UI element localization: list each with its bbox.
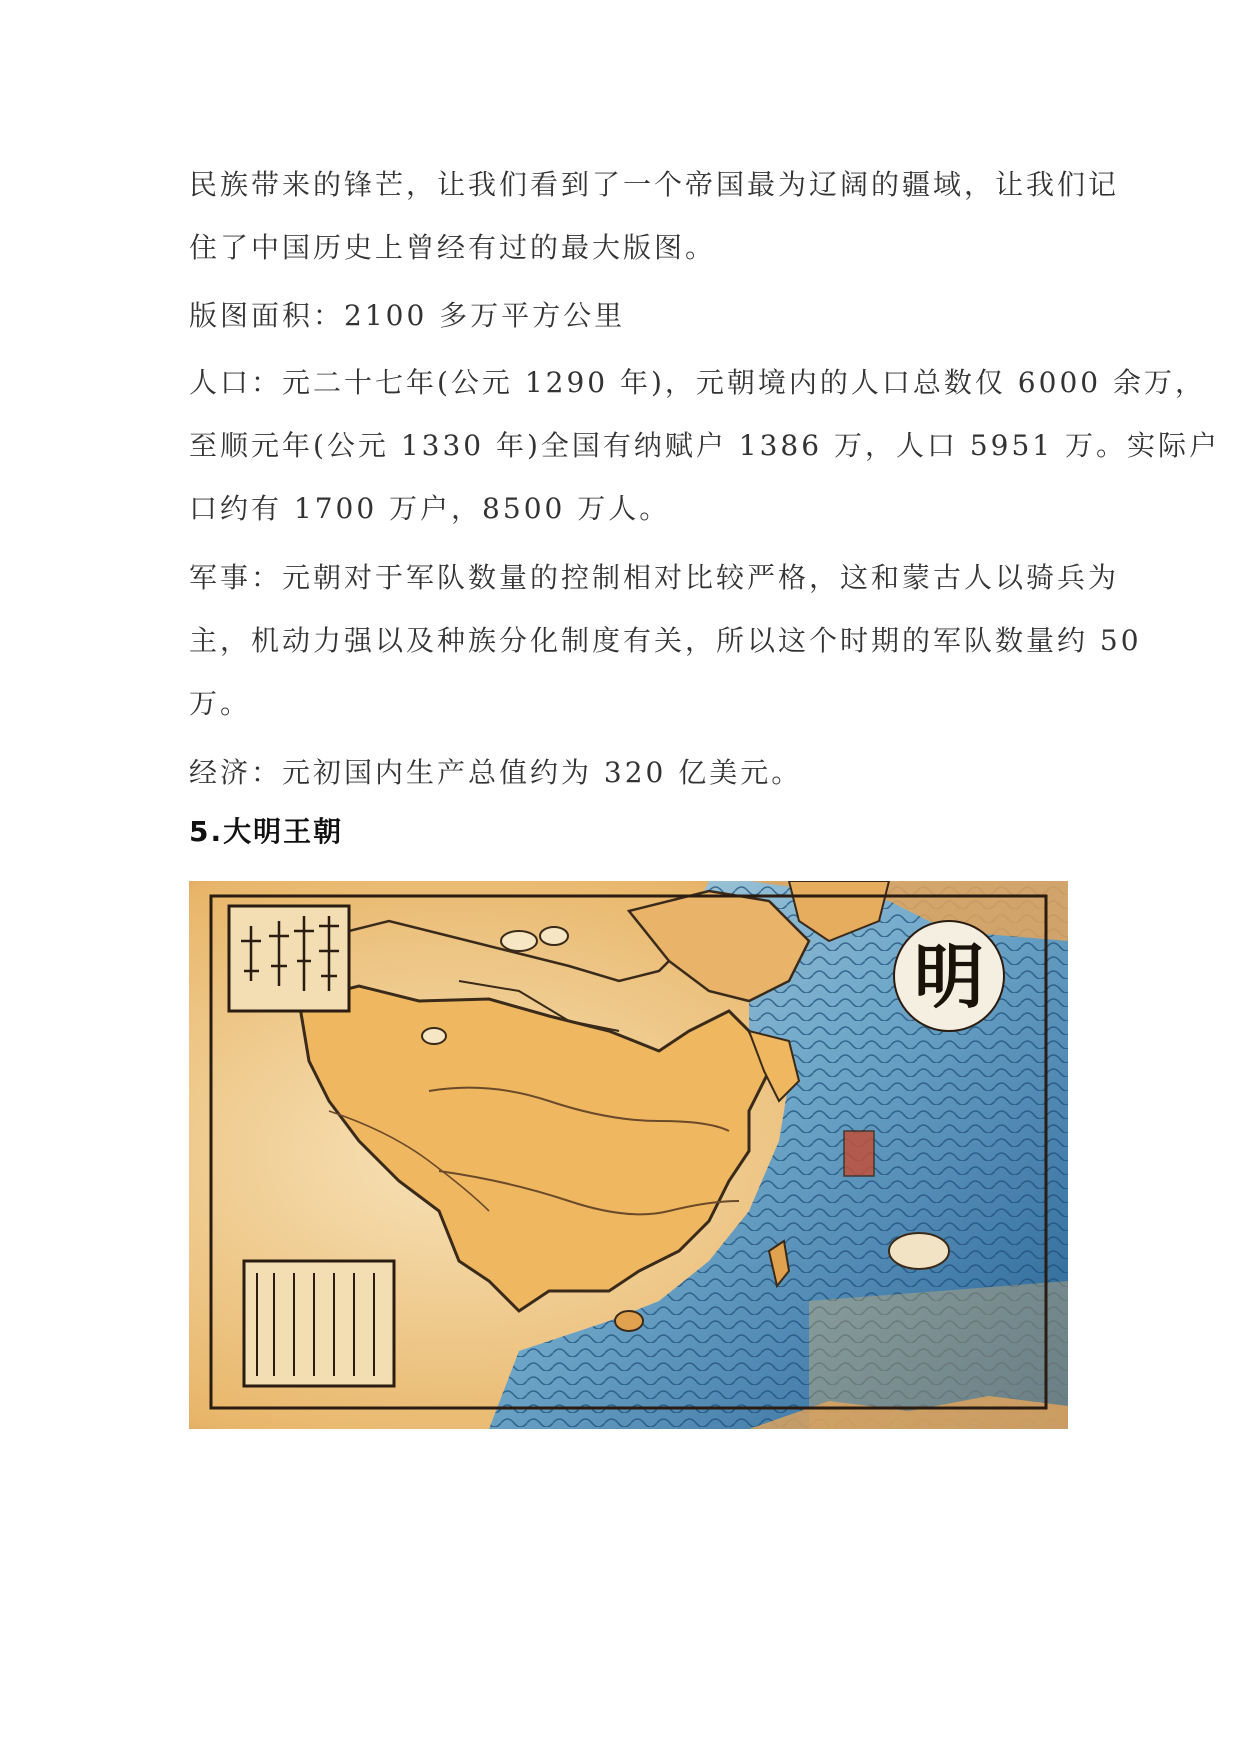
seal-character: 明 — [914, 935, 984, 1018]
ming-dynasty-map-image — [189, 881, 1068, 1429]
population-line-2: 至顺元年(公元 1330 年)全国有纳赋户 1386 万，人口 5951 万。实际户 — [189, 429, 1221, 462]
military-line-3: 万。 — [189, 687, 252, 720]
military-line-2: 主，机动力强以及种族分化制度有关，所以这个时期的军队数量约 50 — [189, 624, 1142, 657]
population-line-3: 口约有 1700 万户，8500 万人。 — [189, 492, 671, 525]
section-heading: 5.大明王朝 — [189, 815, 344, 848]
notes-box — [244, 1261, 394, 1386]
paragraph-line-2: 住了中国历史上曾经有过的最大版图。 — [189, 231, 717, 264]
title-box — [229, 906, 349, 1011]
economy-line: 经济：元初国内生产总值约为 320 亿美元。 — [189, 756, 803, 789]
paragraph-line-1: 民族带来的锋芒，让我们看到了一个帝国最为辽阔的疆域，让我们记 — [189, 168, 1120, 201]
military-line-1: 军事：元朝对于军队数量的控制相对比较严格，这和蒙古人以骑兵为 — [189, 561, 1120, 594]
area-line: 版图面积：2100 多万平方公里 — [189, 299, 626, 332]
population-line-1: 人口：元二十七年(公元 1290 年)，元朝境内的人口总数仅 6000 余万， — [189, 366, 1206, 399]
